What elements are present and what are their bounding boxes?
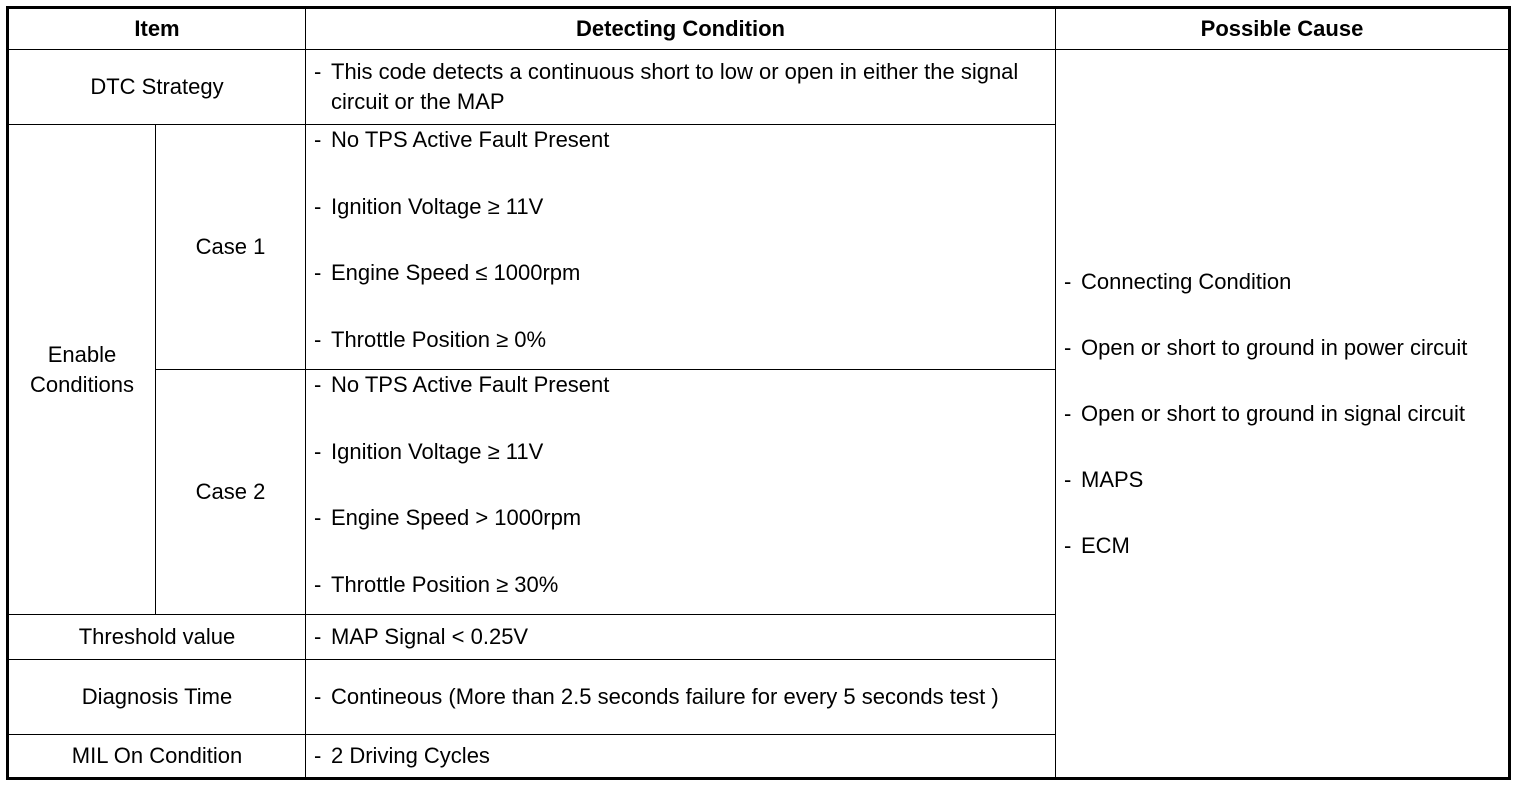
- cause-text: MAPS: [1081, 466, 1144, 492]
- condition-text: Throttle Position ≥ 0%: [331, 326, 547, 352]
- cause-text: Open or short to ground in signal circuit: [1081, 400, 1465, 426]
- possible-cause-cell: [1056, 50, 1510, 779]
- cause-item: [1064, 465, 1502, 495]
- list-dash: -: [1064, 334, 1072, 360]
- list-dash: -: [314, 505, 322, 530]
- list-dash: -: [1064, 532, 1072, 558]
- item-enable-conditions: Enable Conditions: [8, 125, 156, 615]
- condition-text: MAP Signal < 0.25V: [331, 624, 529, 649]
- header-row: [8, 8, 1510, 50]
- list-item: [314, 325, 1049, 355]
- cause-item: [1064, 333, 1502, 363]
- condition-dtc-strategy: [306, 50, 1056, 125]
- condition-text: Engine Speed > 1000rpm: [331, 505, 582, 530]
- list-item: [314, 125, 1049, 192]
- item-mil-on-condition: MIL On Condition: [8, 735, 306, 779]
- case-1-label: Case 1: [156, 125, 306, 370]
- condition-text: Throttle Position ≥ 30%: [331, 571, 559, 597]
- list-item: [314, 437, 1049, 504]
- list-dash: -: [1064, 400, 1072, 426]
- item-diagnosis-time: Diagnosis Time: [8, 660, 306, 735]
- list-item: [314, 570, 1049, 600]
- list-dash: -: [314, 624, 322, 649]
- list-dash: -: [314, 684, 322, 709]
- item-dtc-strategy: DTC Strategy: [8, 50, 306, 125]
- condition-diagnosis-time: [306, 660, 1056, 735]
- list-item: [314, 192, 1049, 259]
- header-possible-cause: Possible Cause: [1056, 8, 1510, 50]
- condition-case-2: [306, 370, 1056, 615]
- item-threshold-value: Threshold value: [8, 615, 306, 660]
- list-dash: -: [314, 438, 322, 464]
- list-dash: -: [314, 743, 322, 768]
- case-2-label: Case 2: [156, 370, 306, 615]
- cause-text: Open or short to ground in power circuit: [1081, 334, 1468, 360]
- list-dash: -: [1064, 268, 1072, 294]
- list-dash: -: [314, 571, 322, 597]
- condition-text: No TPS Active Fault Present: [331, 127, 610, 152]
- cause-item: [1064, 399, 1502, 429]
- list-item: [314, 370, 1049, 437]
- condition-text: Ignition Voltage ≥ 11V: [331, 438, 544, 464]
- list-dash: -: [314, 127, 322, 152]
- cause-item: [1064, 531, 1502, 561]
- list-item: [314, 503, 1049, 570]
- cause-item: [1064, 267, 1502, 297]
- cause-text: ECM: [1081, 532, 1130, 558]
- condition-text: Ignition Voltage ≥ 11V: [331, 193, 544, 219]
- condition-text: Engine Speed ≤ 1000rpm: [331, 260, 581, 285]
- list-dash: -: [314, 372, 322, 397]
- condition-text: This code detects a continuous short to low or open in either the signal circuit or the MAP: [331, 59, 1019, 114]
- list-dash: -: [314, 193, 322, 219]
- list-dash: -: [314, 59, 322, 84]
- list-dash: -: [314, 326, 322, 352]
- condition-case-1: [306, 125, 1056, 370]
- condition-text: 2 Driving Cycles: [331, 743, 490, 768]
- condition-text: Contineous (More than 2.5 seconds failure for every 5 seconds test ): [331, 684, 999, 709]
- dtc-table: [6, 6, 1511, 780]
- condition-mil: [306, 735, 1056, 779]
- header-item: Item: [8, 8, 306, 50]
- row-dtc-strategy: [8, 50, 1510, 125]
- cause-text: Connecting Condition: [1081, 268, 1292, 294]
- condition-threshold: [306, 615, 1056, 660]
- list-item: [314, 258, 1049, 325]
- list-dash: -: [1064, 466, 1072, 492]
- condition-text: No TPS Active Fault Present: [331, 372, 610, 397]
- list-dash: -: [314, 260, 322, 285]
- header-detecting-condition: Detecting Condition: [306, 8, 1056, 50]
